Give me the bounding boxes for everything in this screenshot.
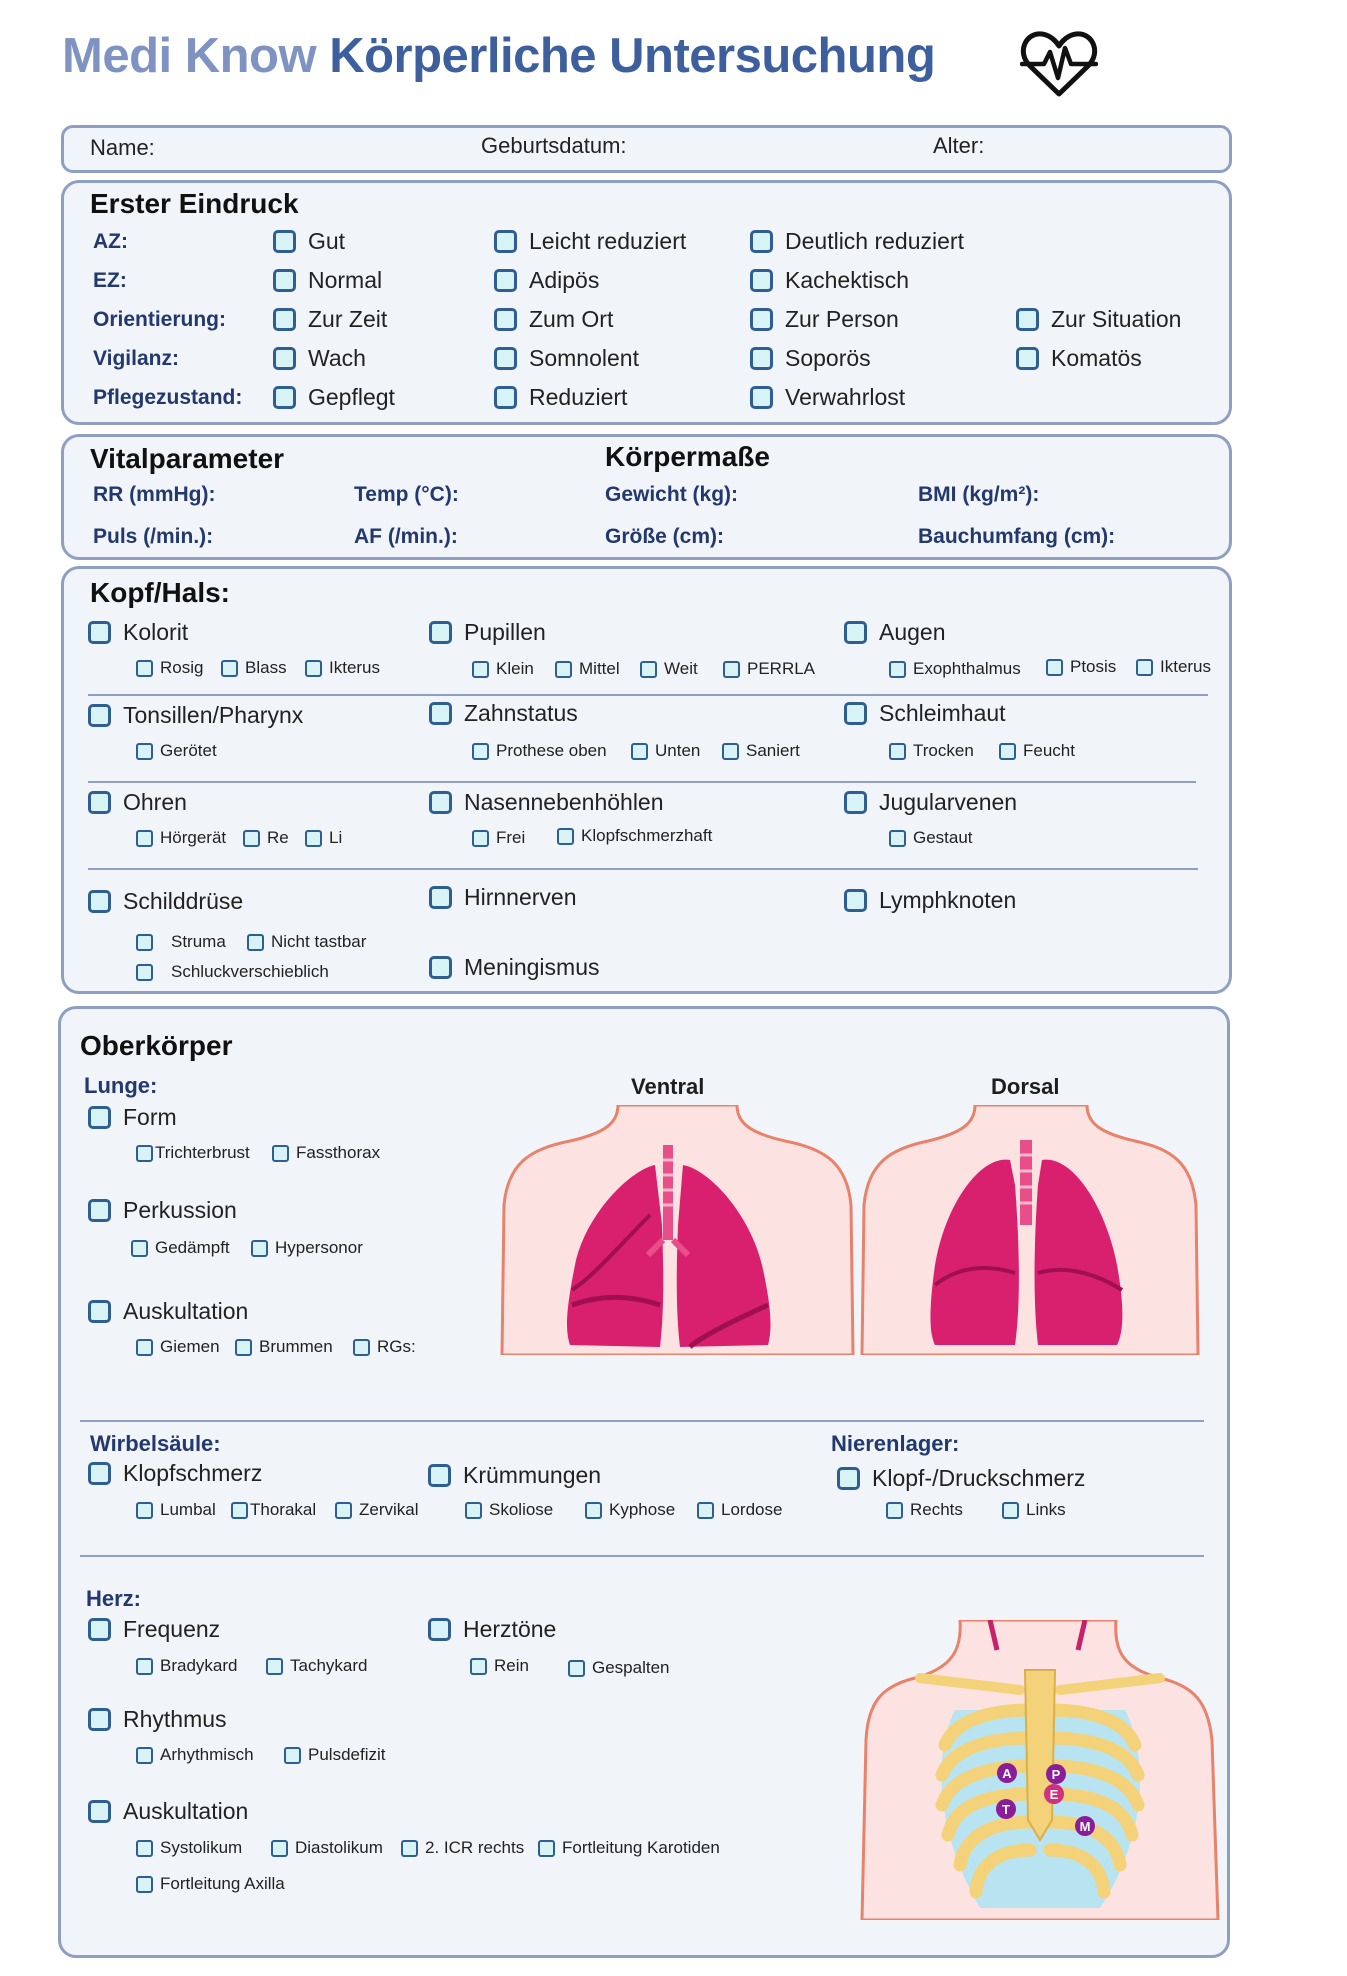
sub-option[interactable]: Thorakal bbox=[231, 1500, 316, 1520]
sub-option[interactable]: Arhythmisch bbox=[136, 1745, 254, 1765]
checkbox[interactable] bbox=[136, 1658, 153, 1675]
checkbox[interactable] bbox=[494, 230, 517, 253]
checkbox[interactable] bbox=[1016, 347, 1039, 370]
checkbox-option[interactable]: Adipös bbox=[494, 267, 599, 294]
checkbox[interactable] bbox=[88, 1106, 111, 1129]
checkbox[interactable] bbox=[136, 1876, 153, 1893]
checkbox[interactable] bbox=[136, 743, 153, 760]
checkbox[interactable] bbox=[88, 1300, 111, 1323]
checkbox[interactable] bbox=[429, 621, 452, 644]
auscultation-point bbox=[1075, 1816, 1095, 1836]
checkbox[interactable] bbox=[88, 1199, 111, 1222]
nieren-klopfschmerz-option[interactable]: Klopf-/Druckschmerz bbox=[837, 1465, 1085, 1492]
checkbox-option[interactable]: Wach bbox=[273, 345, 366, 372]
pupillen-option[interactable]: Pupillen bbox=[429, 619, 546, 646]
section-heading: Erster Eindruck bbox=[90, 188, 299, 219]
checkbox[interactable] bbox=[136, 964, 153, 981]
checkbox[interactable] bbox=[1002, 1502, 1019, 1519]
checkbox-option[interactable]: Komatös bbox=[1016, 345, 1142, 372]
rr-field[interactable]: RR (mmHg): bbox=[93, 483, 216, 506]
name-field[interactable]: Name: bbox=[90, 135, 155, 160]
checkbox[interactable] bbox=[555, 661, 572, 678]
sub-option[interactable]: Exophthalmus bbox=[889, 659, 1021, 679]
checkbox[interactable] bbox=[273, 386, 296, 409]
birthdate-field[interactable]: Geburtsdatum: bbox=[481, 133, 627, 158]
checkbox[interactable] bbox=[231, 1502, 248, 1519]
sub-option[interactable]: Struma bbox=[136, 932, 226, 952]
checkbox-option[interactable]: Verwahrlost bbox=[750, 384, 905, 411]
checkbox[interactable] bbox=[88, 1708, 111, 1731]
checkbox-option[interactable]: Zum Ort bbox=[494, 306, 613, 333]
schilddruese-option[interactable]: Schilddrüse bbox=[88, 888, 243, 915]
sub-option[interactable]: Re bbox=[243, 828, 289, 848]
checkbox[interactable] bbox=[844, 889, 867, 912]
hirnnerven-option[interactable]: Hirnnerven bbox=[429, 884, 577, 911]
checkbox-option[interactable]: Zur Situation bbox=[1016, 306, 1181, 333]
sub-option[interactable]: Weit bbox=[640, 659, 698, 679]
sub-option[interactable]: Ikterus bbox=[305, 658, 380, 678]
jugularvenen-option[interactable]: Jugularvenen bbox=[844, 789, 1017, 816]
sub-option[interactable]: Ptosis bbox=[1046, 657, 1116, 677]
kolorit-option[interactable]: Kolorit bbox=[88, 619, 188, 646]
checkbox-option[interactable]: Reduziert bbox=[494, 384, 627, 411]
gewicht-field[interactable]: Gewicht (kg): bbox=[605, 483, 739, 506]
checkbox[interactable] bbox=[88, 1462, 111, 1485]
wirbelsaeule-heading: Wirbelsäule: bbox=[90, 1431, 221, 1456]
sub-option[interactable]: Gestaut bbox=[889, 828, 973, 848]
sub-option[interactable]: Pulsdefizit bbox=[284, 1745, 385, 1765]
checkbox[interactable] bbox=[136, 1339, 153, 1356]
checkbox[interactable] bbox=[494, 386, 517, 409]
checkbox[interactable] bbox=[750, 269, 773, 292]
section-heading: Vitalparameter bbox=[90, 443, 285, 474]
divider bbox=[80, 1420, 1204, 1422]
checkbox[interactable] bbox=[640, 661, 657, 678]
checkbox[interactable] bbox=[889, 830, 906, 847]
checkbox[interactable] bbox=[136, 1502, 153, 1519]
checkbox[interactable] bbox=[750, 386, 773, 409]
checkbox[interactable] bbox=[305, 830, 322, 847]
lungs-dorsal-illustration bbox=[860, 1105, 1200, 1355]
checkbox[interactable] bbox=[428, 1618, 451, 1641]
sub-option[interactable]: Links bbox=[1002, 1500, 1066, 1520]
sub-option[interactable]: Saniert bbox=[722, 741, 800, 761]
checkbox[interactable] bbox=[494, 269, 517, 292]
lymphknoten-option[interactable]: Lymphknoten bbox=[844, 887, 1016, 914]
section-heading: Oberkörper bbox=[80, 1030, 233, 1061]
ribcage-auscultation-illustration bbox=[860, 1620, 1220, 1920]
checkbox[interactable] bbox=[271, 1840, 288, 1857]
sub-option[interactable]: RGs: bbox=[353, 1337, 416, 1357]
checkbox[interactable] bbox=[568, 1660, 585, 1677]
sub-option[interactable]: Fortleitung Karotiden bbox=[538, 1838, 720, 1858]
checkbox[interactable] bbox=[429, 956, 452, 979]
checkbox[interactable] bbox=[750, 230, 773, 253]
checkbox[interactable] bbox=[585, 1502, 602, 1519]
sub-option[interactable]: Hypersonor bbox=[251, 1238, 363, 1258]
herztoene-option[interactable]: Herztöne bbox=[428, 1616, 556, 1643]
sub-option[interactable]: Tachykard bbox=[266, 1656, 367, 1676]
svg-text:M: M bbox=[1079, 1819, 1091, 1834]
checkbox[interactable] bbox=[465, 1502, 482, 1519]
bmi-field[interactable]: BMI (kg/m²): bbox=[918, 483, 1040, 506]
klopfschmerz-option[interactable]: Klopfschmerz bbox=[88, 1460, 262, 1487]
zahnstatus-option[interactable]: Zahnstatus bbox=[429, 700, 578, 727]
checkbox[interactable] bbox=[494, 308, 517, 331]
svg-text:T: T bbox=[1002, 1802, 1010, 1817]
sub-option[interactable]: PERRLA bbox=[723, 659, 815, 679]
checkbox[interactable] bbox=[1136, 659, 1153, 676]
ventral-label: Ventral bbox=[631, 1074, 705, 1099]
checkbox[interactable] bbox=[131, 1240, 148, 1257]
sub-option[interactable]: Skoliose bbox=[465, 1500, 553, 1520]
sub-option[interactable]: 2. ICR rechts bbox=[401, 1838, 524, 1858]
meningismus-option[interactable]: Meningismus bbox=[429, 954, 600, 981]
sub-option[interactable]: Systolikum bbox=[136, 1838, 242, 1858]
sub-option[interactable]: Unten bbox=[631, 741, 700, 761]
auscultation-point bbox=[996, 1799, 1016, 1819]
tonsillen-option[interactable]: Tonsillen/Pharynx bbox=[88, 702, 303, 729]
sub-option[interactable]: Ikterus bbox=[1136, 657, 1211, 677]
puls-field[interactable]: Puls (/min.): bbox=[93, 525, 214, 548]
checkbox[interactable] bbox=[889, 743, 906, 760]
row-label-ez: EZ: bbox=[93, 269, 127, 292]
sub-option[interactable]: Schluckverschieblich bbox=[136, 962, 329, 982]
svg-text:E: E bbox=[1049, 1787, 1059, 1802]
kopf-hals-section bbox=[61, 566, 1232, 994]
checkbox[interactable] bbox=[136, 934, 153, 951]
checkbox[interactable] bbox=[1016, 308, 1039, 331]
sub-option[interactable]: Trocken bbox=[889, 741, 974, 761]
checkbox[interactable] bbox=[428, 1464, 451, 1487]
checkbox-option[interactable]: Gepflegt bbox=[273, 384, 395, 411]
kruemmungen-option[interactable]: Krümmungen bbox=[428, 1462, 601, 1489]
checkbox-option[interactable]: Leicht reduziert bbox=[494, 228, 686, 255]
checkbox[interactable] bbox=[273, 269, 296, 292]
checkbox[interactable] bbox=[844, 702, 867, 725]
checkbox[interactable] bbox=[722, 743, 739, 760]
af-field[interactable]: AF (/min.): bbox=[354, 525, 458, 548]
sub-option[interactable]: Nicht tastbar bbox=[247, 932, 366, 952]
sub-option[interactable]: Blass bbox=[221, 658, 287, 678]
checkbox-option[interactable]: Soporös bbox=[750, 345, 871, 372]
checkbox[interactable] bbox=[999, 743, 1016, 760]
checkbox[interactable] bbox=[837, 1467, 860, 1490]
auskultation-herz-option[interactable]: Auskultation bbox=[88, 1798, 248, 1825]
checkbox[interactable] bbox=[886, 1502, 903, 1519]
checkbox[interactable] bbox=[88, 890, 111, 913]
sub-option[interactable]: Brummen bbox=[235, 1337, 333, 1357]
checkbox[interactable] bbox=[494, 347, 517, 370]
age-field[interactable]: Alter: bbox=[933, 133, 985, 158]
checkbox[interactable] bbox=[305, 660, 322, 677]
nasennebenhoehlen-option[interactable]: Nasennebenhöhlen bbox=[429, 789, 664, 816]
checkbox[interactable] bbox=[273, 230, 296, 253]
sub-option[interactable]: Lumbal bbox=[136, 1500, 216, 1520]
auscultation-point bbox=[1046, 1764, 1066, 1784]
divider bbox=[80, 1555, 1204, 1557]
divider bbox=[88, 868, 1198, 870]
sub-option[interactable]: Mittel bbox=[555, 659, 620, 679]
checkbox[interactable] bbox=[88, 1800, 111, 1823]
checkbox-option[interactable]: Gut bbox=[273, 228, 345, 255]
divider bbox=[88, 694, 1208, 696]
svg-text:A: A bbox=[1002, 1766, 1012, 1781]
form-option[interactable]: Form bbox=[88, 1104, 177, 1131]
sub-option[interactable]: Lordose bbox=[697, 1500, 782, 1520]
divider bbox=[88, 781, 1196, 783]
checkbox[interactable] bbox=[697, 1502, 714, 1519]
checkbox[interactable] bbox=[272, 1145, 289, 1162]
row-label-orientierung: Orientierung: bbox=[93, 308, 227, 331]
ohren-option[interactable]: Ohren bbox=[88, 789, 187, 816]
perkussion-option[interactable]: Perkussion bbox=[88, 1197, 237, 1224]
checkbox[interactable] bbox=[401, 1840, 418, 1857]
checkbox[interactable] bbox=[247, 934, 264, 951]
patient-info-box bbox=[61, 125, 1232, 173]
lungs-ventral-illustration bbox=[500, 1105, 855, 1355]
sub-option[interactable]: Gespalten bbox=[568, 1658, 670, 1678]
sub-option[interactable]: Klein bbox=[472, 659, 534, 679]
section-heading: Kopf/Hals: bbox=[90, 577, 230, 608]
sub-option[interactable]: Frei bbox=[472, 828, 525, 848]
frequenz-option[interactable]: Frequenz bbox=[88, 1616, 220, 1643]
sub-option[interactable]: Gerötet bbox=[136, 741, 217, 761]
checkbox[interactable] bbox=[889, 661, 906, 678]
sub-option[interactable]: Zervikal bbox=[335, 1500, 419, 1520]
checkbox[interactable] bbox=[266, 1658, 283, 1675]
checkbox[interactable] bbox=[136, 1840, 153, 1857]
checkbox[interactable] bbox=[221, 660, 238, 677]
herz-heading: Herz: bbox=[86, 1586, 142, 1611]
schleimhaut-option[interactable]: Schleimhaut bbox=[844, 700, 1006, 727]
sub-option[interactable]: Gedämpft bbox=[131, 1238, 230, 1258]
checkbox[interactable] bbox=[88, 791, 111, 814]
augen-option[interactable]: Augen bbox=[844, 619, 946, 646]
sub-option[interactable]: Klopfschmerzhaft bbox=[557, 826, 712, 846]
checkbox[interactable] bbox=[136, 660, 153, 677]
rhythmus-option[interactable]: Rhythmus bbox=[88, 1706, 227, 1733]
checkbox[interactable] bbox=[353, 1339, 370, 1356]
nierenlager-heading: Nierenlager: bbox=[831, 1431, 960, 1456]
checkbox[interactable] bbox=[251, 1240, 268, 1257]
sub-option[interactable]: Diastolikum bbox=[271, 1838, 383, 1858]
groesse-field[interactable]: Größe (cm): bbox=[605, 525, 725, 548]
checkbox[interactable] bbox=[273, 347, 296, 370]
auskultation-lunge-option[interactable]: Auskultation bbox=[88, 1298, 248, 1325]
section-heading: Körpermaße bbox=[605, 441, 770, 472]
checkbox-option[interactable]: Normal bbox=[273, 267, 382, 294]
checkbox[interactable] bbox=[844, 621, 867, 644]
checkbox[interactable] bbox=[235, 1339, 252, 1356]
checkbox[interactable] bbox=[273, 308, 296, 331]
sub-option[interactable]: Fortleitung Axilla bbox=[136, 1874, 285, 1894]
sub-option[interactable]: Feucht bbox=[999, 741, 1075, 761]
row-label-az: AZ: bbox=[93, 230, 128, 253]
checkbox-option[interactable]: Kachektisch bbox=[750, 267, 909, 294]
checkbox[interactable] bbox=[1046, 659, 1063, 676]
checkbox[interactable] bbox=[243, 830, 260, 847]
checkbox[interactable] bbox=[472, 661, 489, 678]
checkbox-option[interactable]: Zur Zeit bbox=[273, 306, 387, 333]
sub-option[interactable]: Kyphose bbox=[585, 1500, 675, 1520]
sub-option[interactable]: Fassthorax bbox=[272, 1143, 380, 1163]
auscultation-point bbox=[1044, 1784, 1064, 1804]
checkbox[interactable] bbox=[557, 828, 574, 845]
page-title: Medi Know Körperliche Untersuchung bbox=[62, 29, 936, 83]
sub-option[interactable]: Bradykard bbox=[136, 1656, 237, 1676]
auscultation-point bbox=[997, 1763, 1017, 1783]
sub-option[interactable]: Li bbox=[305, 828, 342, 848]
dorsal-label: Dorsal bbox=[991, 1074, 1060, 1099]
sub-option[interactable]: Trichterbrust bbox=[136, 1143, 250, 1163]
checkbox[interactable] bbox=[136, 1145, 153, 1162]
checkbox-option[interactable]: Somnolent bbox=[494, 345, 639, 372]
sub-option[interactable]: Hörgerät bbox=[136, 828, 226, 848]
checkbox[interactable] bbox=[88, 704, 111, 727]
checkbox[interactable] bbox=[88, 621, 111, 644]
checkbox[interactable] bbox=[750, 308, 773, 331]
checkbox[interactable] bbox=[284, 1747, 301, 1764]
checkbox[interactable] bbox=[335, 1502, 352, 1519]
heartbeat-icon bbox=[1020, 28, 1098, 100]
svg-text:P: P bbox=[1051, 1767, 1061, 1782]
checkbox[interactable] bbox=[136, 1747, 153, 1764]
checkbox[interactable] bbox=[429, 702, 452, 725]
checkbox[interactable] bbox=[538, 1840, 555, 1857]
checkbox[interactable] bbox=[472, 743, 489, 760]
checkbox[interactable] bbox=[631, 743, 648, 760]
checkbox[interactable] bbox=[136, 830, 153, 847]
checkbox[interactable] bbox=[844, 791, 867, 814]
sub-option[interactable]: Giemen bbox=[136, 1337, 220, 1357]
checkbox[interactable] bbox=[88, 1618, 111, 1641]
row-label-pflegezustand: Pflegezustand: bbox=[93, 386, 243, 409]
temp-field[interactable]: Temp (°C): bbox=[354, 483, 459, 506]
checkbox[interactable] bbox=[470, 1658, 487, 1675]
checkbox[interactable] bbox=[723, 661, 740, 678]
sub-option[interactable]: Prothese oben bbox=[472, 741, 607, 761]
lunge-heading: Lunge: bbox=[84, 1073, 158, 1098]
sub-option[interactable]: Rechts bbox=[886, 1500, 963, 1520]
sub-option[interactable]: Rein bbox=[470, 1656, 529, 1676]
checkbox[interactable] bbox=[429, 886, 452, 909]
checkbox-option[interactable]: Deutlich reduziert bbox=[750, 228, 964, 255]
checkbox-option[interactable]: Zur Person bbox=[750, 306, 899, 333]
bauchumfang-field[interactable]: Bauchumfang (cm): bbox=[918, 525, 1116, 548]
sub-option[interactable]: Rosig bbox=[136, 658, 203, 678]
checkbox[interactable] bbox=[472, 830, 489, 847]
checkbox[interactable] bbox=[750, 347, 773, 370]
row-label-vigilanz: Vigilanz: bbox=[93, 347, 179, 370]
checkbox[interactable] bbox=[429, 791, 452, 814]
